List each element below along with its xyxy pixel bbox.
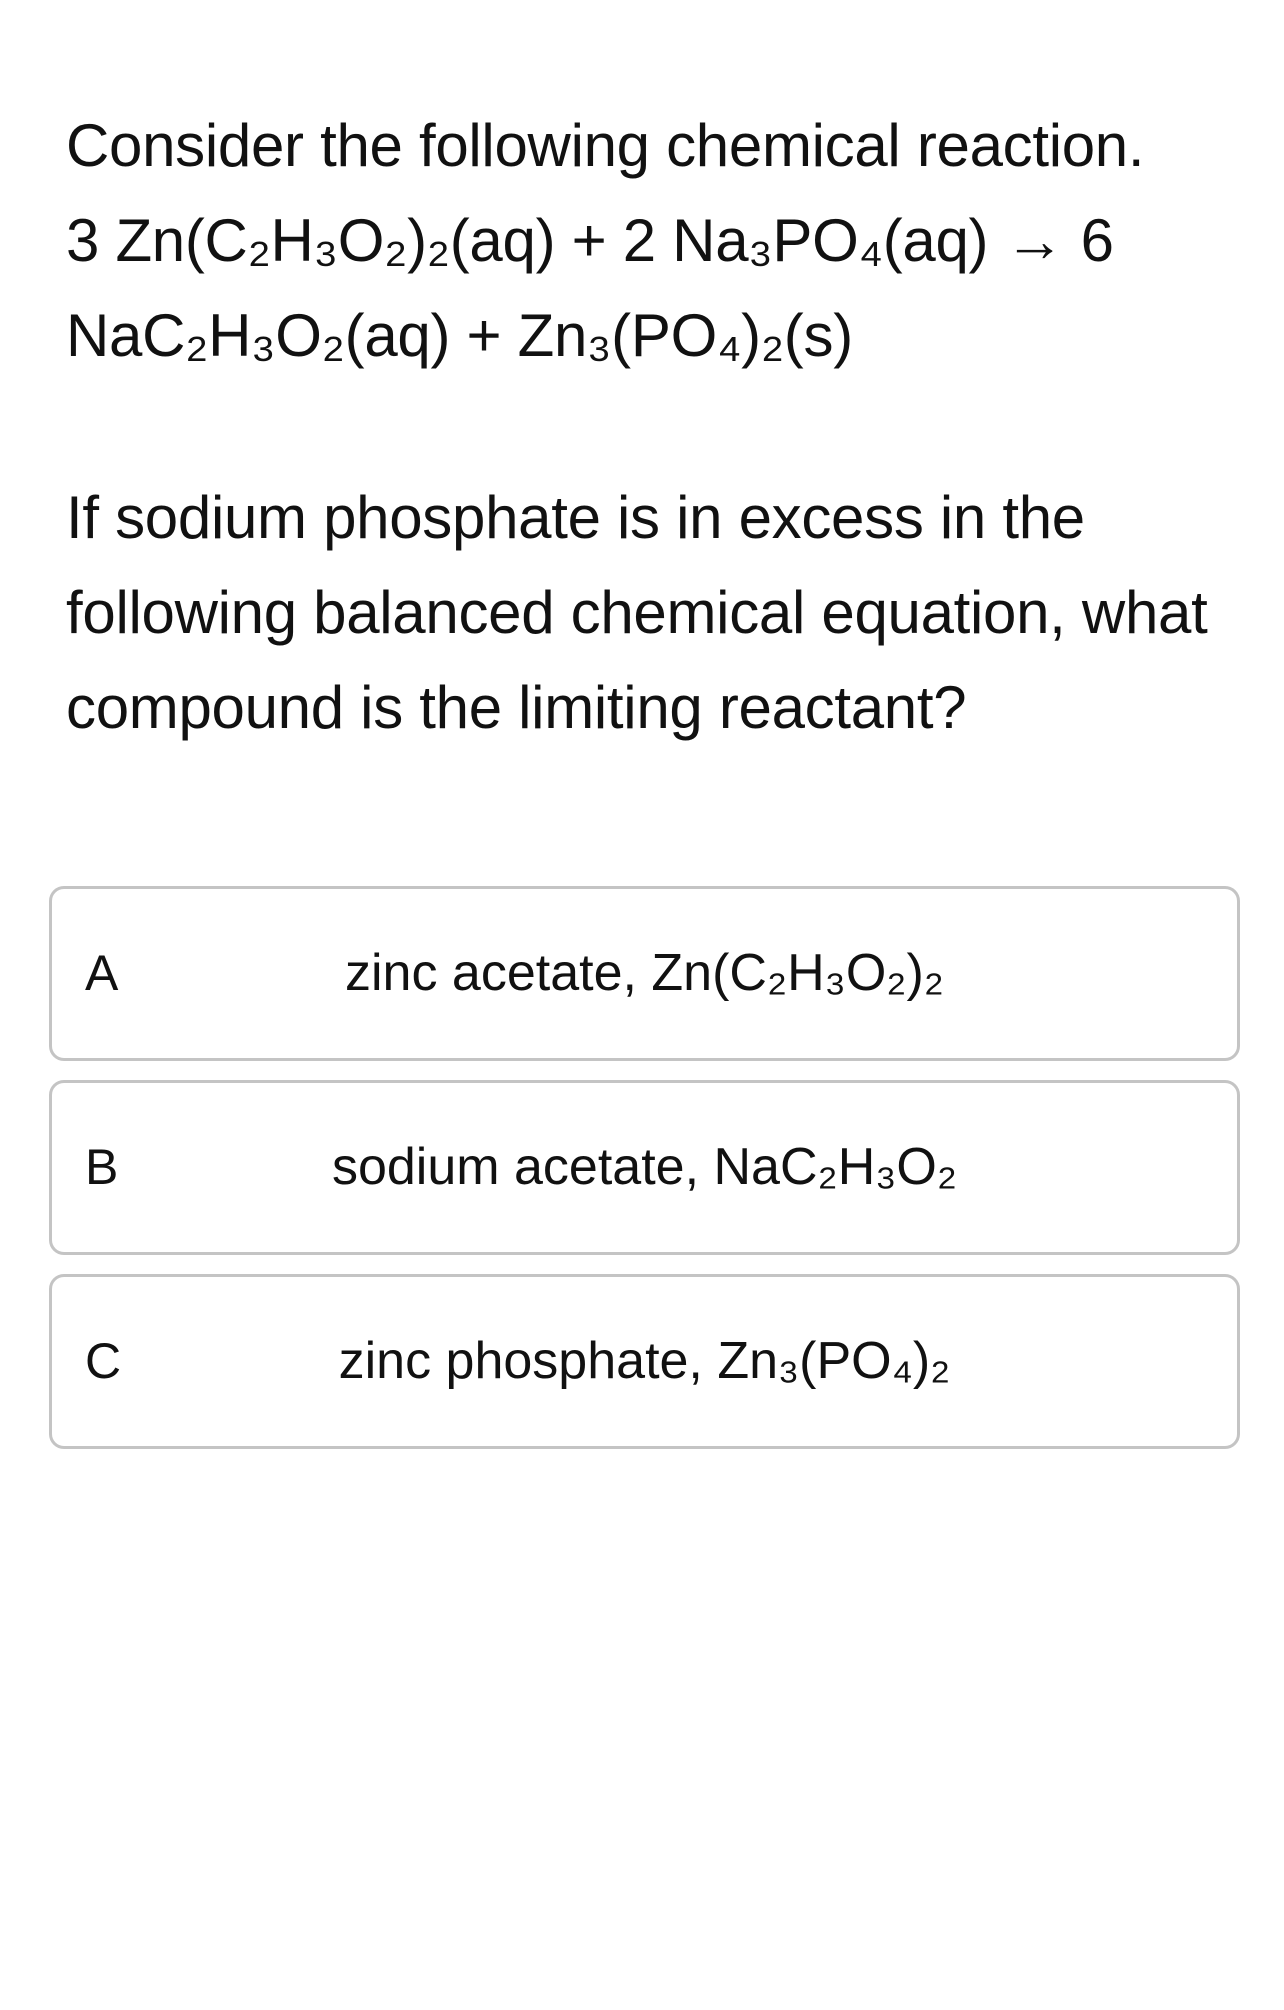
option-letter: A <box>85 945 119 1001</box>
option-text: sodium acetate, NaC₂H₃O₂ <box>331 1138 958 1196</box>
question-block <box>66 98 1236 755</box>
question-intro: Consider the following chemical reaction. <box>66 112 1145 179</box>
reaction-equation-line-2: NaC₂H₃O₂(aq) + Zn₃(PO₄)₂(s) <box>66 302 853 369</box>
option-letter: B <box>85 1139 119 1195</box>
question-prompt-line-2: following balanced chemical equation, what <box>66 579 1208 646</box>
option-text: zinc phosphate, Zn₃(PO₄)₂ <box>338 1332 951 1390</box>
question-prompt-line-1: If sodium phosphate is in excess in the <box>66 484 1085 551</box>
reaction-equation-line-1: 3 Zn(C₂H₃O₂)₂(aq) + 2 Na₃PO₄(aq) → 6 <box>66 207 1114 274</box>
answer-options <box>49 886 1240 1468</box>
answer-option-a[interactable] <box>49 886 1240 1061</box>
answer-option-b[interactable] <box>49 1080 1240 1255</box>
answer-option-c[interactable] <box>49 1274 1240 1449</box>
option-text: zinc acetate, Zn(C₂H₃O₂)₂ <box>345 944 944 1002</box>
spacer <box>66 383 1236 470</box>
option-letter: C <box>85 1333 122 1389</box>
question-prompt-line-3: compound is the limiting reactant? <box>66 674 967 741</box>
